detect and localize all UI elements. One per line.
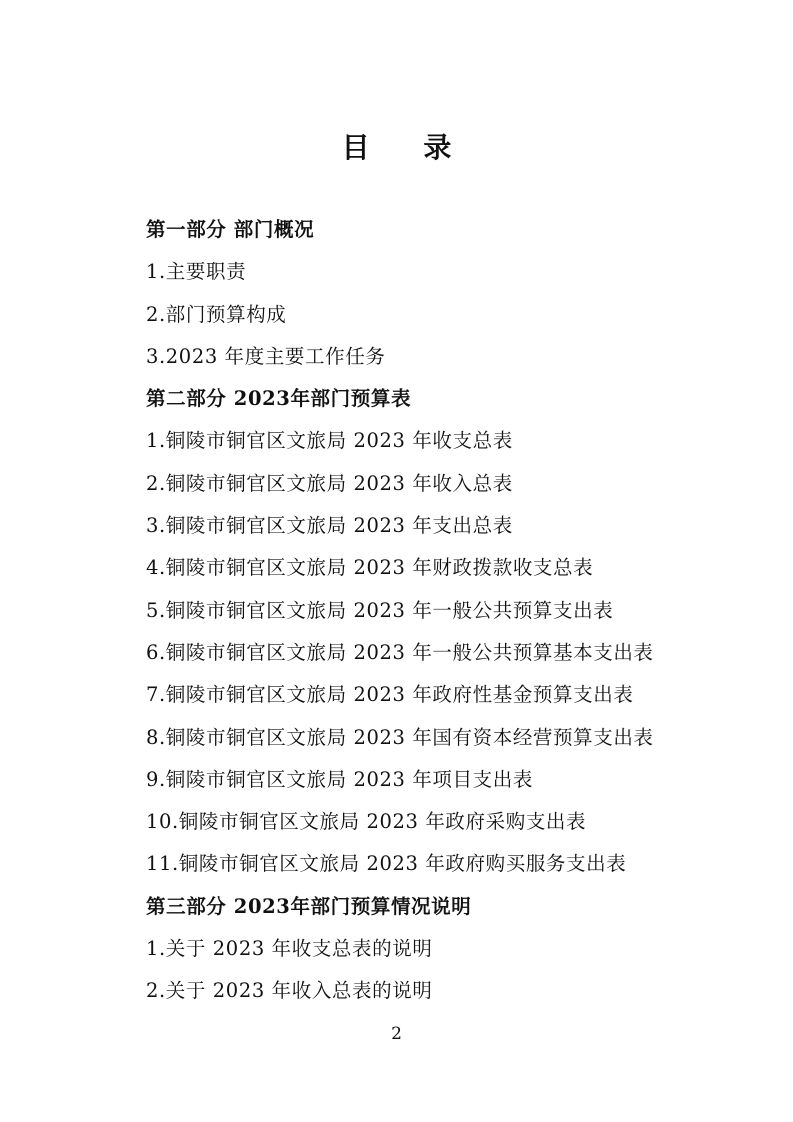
toc-entry: 5.铜陵市铜官区文旅局 2023 年一般公共预算支出表 xyxy=(146,598,614,622)
toc-section-heading: 第一部分 部门概况 xyxy=(146,218,315,241)
toc-entry: 1.主要职责 xyxy=(146,260,247,284)
toc-entry: 10.铜陵市铜官区文旅局 2023 年政府采购支出表 xyxy=(146,810,587,834)
toc-entry: 6.铜陵市铜官区文旅局 2023 年一般公共预算基本支出表 xyxy=(146,640,654,664)
table-of-contents xyxy=(146,209,766,1013)
toc-entry: 3.2023 年度主要工作任务 xyxy=(146,344,386,368)
toc-entry: 9.铜陵市铜官区文旅局 2023 年项目支出表 xyxy=(146,767,533,791)
page-title: 目 录 xyxy=(341,131,474,164)
toc-entry: 1.铜陵市铜官区文旅局 2023 年收支总表 xyxy=(146,429,513,453)
toc-entry: 7.铜陵市铜官区文旅局 2023 年政府性基金预算支出表 xyxy=(146,683,634,707)
toc-entry: 2.铜陵市铜官区文旅局 2023 年收入总表 xyxy=(146,471,513,495)
toc-section-heading: 第三部分 2023年部门预算情况说明 xyxy=(146,894,472,918)
toc-entry: 11.铜陵市铜官区文旅局 2023 年政府购买服务支出表 xyxy=(146,852,627,876)
toc-section-heading: 第二部分 2023年部门预算表 xyxy=(146,387,412,411)
toc-entry: 8.铜陵市铜官区文旅局 2023 年国有资本经营预算支出表 xyxy=(146,725,654,749)
page-number: 2 xyxy=(391,1024,402,1044)
toc-entry: 2.关于 2023 年收入总表的说明 xyxy=(146,979,433,1003)
toc-entry: 2.部门预算构成 xyxy=(146,302,287,326)
toc-entry: 3.铜陵市铜官区文旅局 2023 年支出总表 xyxy=(146,514,513,538)
toc-entry: 1.关于 2023 年收支总表的说明 xyxy=(146,937,433,961)
toc-entry: 4.铜陵市铜官区文旅局 2023 年财政拨款收支总表 xyxy=(146,556,594,580)
